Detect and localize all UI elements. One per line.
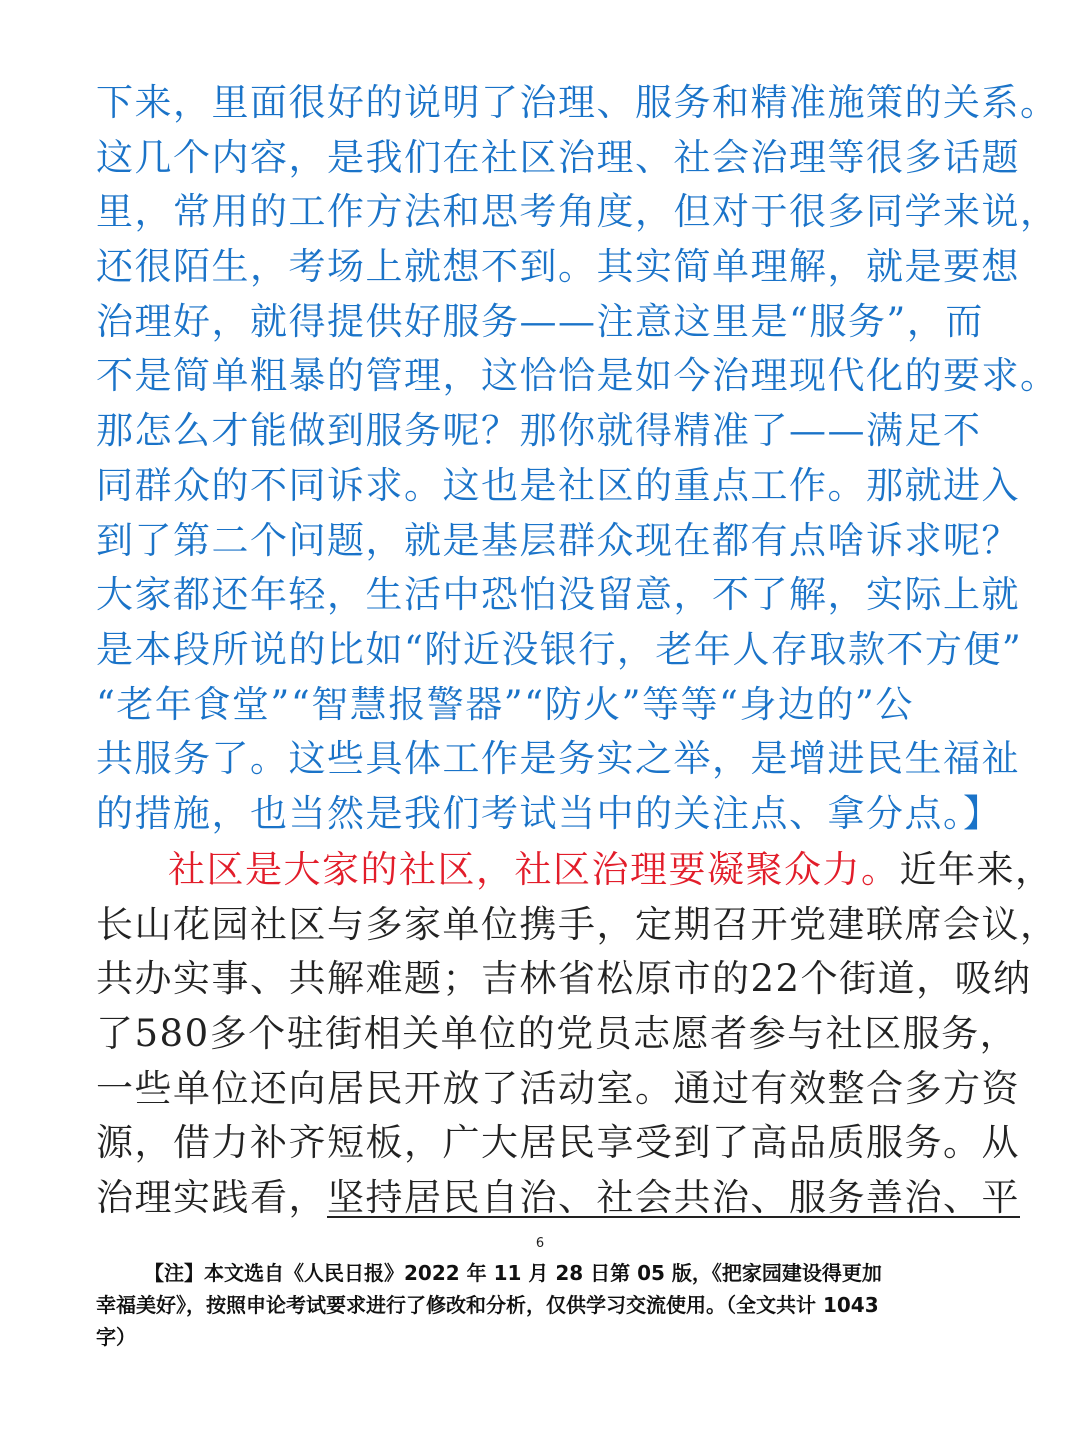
body-paragraph (96, 843, 1059, 1226)
commentary-line: 是本段所说的比如“附近没银行，老年人存取款不方便” (96, 627, 1023, 671)
commentary-line: 那怎么才能做到服务呢？那你就得精准了——满足不 (96, 409, 982, 453)
note-line: 字） (96, 1325, 136, 1349)
paragraph-text: 治理实践看， (96, 1176, 327, 1220)
paragraph-text: 近年来， (899, 848, 1054, 891)
underlined-key-phrase: 坚持居民自治、社会共治、服务善治、平 (327, 1176, 1020, 1220)
commentary-line: 还很陌生，考场上就想不到。其实简单理解，就是要想 (96, 245, 1020, 289)
commentary-line: 下来，里面很好的说明了治理、服务和精准施策的关系。 (96, 81, 1059, 124)
note-line: 幸福美好》，按照申论考试要求进行了修改和分析，仅供学习交流使用。（全文共计 1043 (96, 1293, 879, 1317)
key-sentence-highlight: 社区是大家的社区，社区治理要凝聚众力。 (168, 848, 900, 891)
commentary-line: “老年食堂”“智慧报警器”“防火”等等“身边的”公 (96, 682, 914, 726)
paragraph-line: 一些单位还向居民开放了活动室。通过有效整合多方资 (96, 1066, 1020, 1110)
commentary-line: 同群众的不同诉求。这也是社区的重点工作。那就进入 (96, 463, 1020, 507)
note-line: 【注】本文选自《人民日报》2022 年 11 月 28 日第 05 版，《把家园建设得更加 (144, 1261, 882, 1285)
commentary-line: 的措施，也当然是我们考试当中的关注点、拿分点。】 (96, 791, 1002, 835)
paragraph-line: 长山花园社区与多家单位携手，定期召开党建联席会议， (96, 902, 1059, 946)
commentary-line: 治理好，就得提供好服务——注意这里是“服务”，而 (96, 299, 984, 343)
paragraph-line: 源，借力补齐短板，广大居民享受到了高品质服务。从 (96, 1121, 1020, 1165)
commentary-line: 这几个内容，是我们在社区治理、社会治理等很多话题 (96, 135, 1020, 179)
paragraph-last-line (96, 1171, 1020, 1226)
page-number: 6 (535, 1236, 545, 1251)
paragraph-line: 共办实事、共解难题；吉林省松原市的22个街道，吸纳 (96, 957, 1032, 1001)
commentary-block (96, 76, 1059, 842)
paragraph-first-line (96, 843, 1054, 898)
commentary-line: 到了第二个问题，就是基层群众现在都有点啥诉求呢？ (96, 518, 1020, 562)
commentary-line: 大家都还年轻，生活中恐怕没留意，不了解，实际上就 (96, 573, 1020, 617)
commentary-line: 共服务了。这些具体工作是务实之举，是增进民生福祉 (96, 737, 1020, 781)
source-note (96, 1257, 996, 1353)
commentary-line: 不是简单粗暴的管理，这恰恰是如今治理现代化的要求。 (96, 354, 1059, 398)
commentary-line: 里，常用的工作方法和思考角度，但对于很多同学来说， (96, 190, 1059, 234)
paragraph-line: 了580多个驻街相关单位的党员志愿者参与社区服务， (96, 1012, 1019, 1056)
